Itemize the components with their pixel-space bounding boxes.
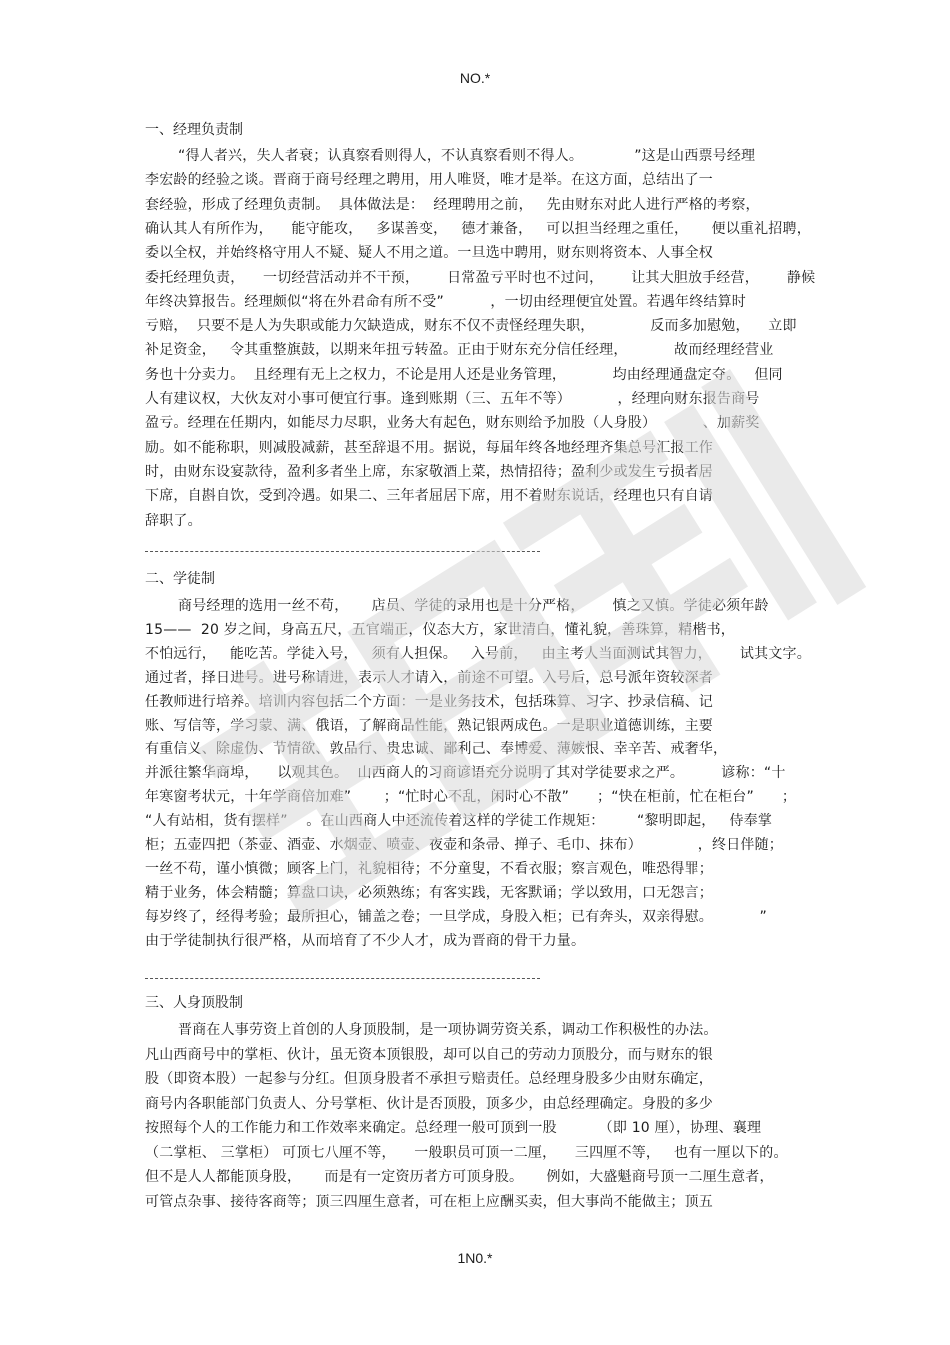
paragraph-line: 股（即资本股）一起参与分红。但顶身股者不承担亏赔责任。总经理身股多少由财东确定， (145, 1071, 713, 1087)
paragraph-line: 晋商在人事劳资上首创的人身顶股制，是一项协调劳资关系，调动工作积极性的办法。 (178, 1022, 718, 1038)
paragraph-line: 一丝不苟，谨小慎微；顾客上门，礼貌相待；不分童叟，不看衣服；察言观色，唯恐得罪； (145, 860, 713, 877)
paragraph-line: 人有建议权，大伙友对小事可便宜行事。逢到账期（三、五年不等） ，经理向财东报告商号 (145, 391, 760, 407)
paragraph-line: 李宏龄的经验之谈。晋商于商号经理之聘用，用人唯贤，唯才是举。在这方面，总结出了一 (145, 172, 713, 189)
paragraph-line: 亏赔， 只要不是人为失职或能力欠缺造成，财东不仅不责怪经理失职， 反而多加慰勉， 立即 (145, 318, 797, 335)
page-header-number: NO.* (459, 70, 491, 86)
paragraph-line: 商号经理的选用一丝不苟， 店员、学徒的录用也是十分严格， 慎之又慎。学徒必须年龄 (178, 598, 769, 614)
paragraph-line: 委以全权，并始终格守用人不疑、疑人不用之道。一旦选中聘用，财东则将资本、人事全权 (145, 245, 713, 262)
paragraph-line: 盈亏。经理在任期内，如能尽力尽职，业务大有起色，财东则给予加股（人身股） 、加薪奖 (145, 415, 760, 432)
paragraph-line: 按照每个人的工作能力和工作效率来确定。总经理一般可顶到一股 （即 10 厘），协理、襄理 (145, 1120, 762, 1136)
paragraph-line: 励。如不能称职，则减股减薪，甚至辞退不用。据说，每届年终各地经理齐集总号汇报工作 (145, 439, 713, 456)
paragraph-line: 不怕远行， 能吃苦。学徒入号， 须有人担保。 入号前， 由主考人当面测试其智力， 试其文字。 (145, 645, 811, 662)
paragraph-line: 账、写信等，学习蒙、满、俄语，了解商品性能，熟记银两成色。一是职业道德训练，主要 (145, 717, 713, 734)
paragraph-line: 柜；五壶四把（茶壶、酒壶、水烟壶、喷壶、夜壶和条帚、掸子、毛巾、抹布） ，终日伴随； (145, 837, 783, 853)
paragraph-line: 有重信义、除虚伪、节情欲、敦品行、贵忠诚、鄙利己、奉博爱、薄嫉恨、幸辛苦、戒奢华， (145, 741, 728, 758)
paragraph-line: 委托经理负责， 一切经营活动并不干预， 日常盈亏平时也不过问， 让其大胆放手经营， 静候 (145, 269, 816, 286)
paragraph-line: 下席，自斟自饮，受到冷遇。如果二、三年者屈居下席，用不着财东说话，经理也只有自请 (145, 488, 713, 505)
paragraph-line: 15—— 20 岁之间，身高五尺，五官端正，仪态大方，家世清白，懂礼貌，善珠算，精楷书， (145, 621, 735, 638)
paragraph-line: 凡山西商号中的掌柜、伙计，虽无资本顶银股，却可以自己的劳动力顶股分，而与财东的银 (145, 1046, 713, 1063)
section-title: 二、学徒制 (145, 571, 215, 587)
paragraph-line: 辞职了。 (145, 512, 202, 529)
paragraph-line: 由于学徒制执行很严格，从而培育了不少人才，成为晋商的骨干力量。 (145, 932, 586, 949)
paragraph-line: 但不是人人都能顶身股， 而是有一定资历者方可顶身股。 例如，大盛魁商号顶一二厘生意者， (145, 1169, 774, 1185)
paragraph-line: 套经验，形成了经理负责制。 具体做法是： 经理聘用之前， 先由财东对此人进行严格的考察， (145, 196, 760, 213)
paragraph-line: 年终决算报告。经理颇似“将在外君命有所不受” ，一切由经理便宜处置。若遇年终结算时 (145, 293, 747, 310)
paragraph-line: 年寒窗考状元，十年学商倍加难” ；“忙时心不乱，闲时心不散” ；“快在柜前，忙在柜台” ； (145, 789, 797, 806)
section-divider (145, 978, 540, 979)
paragraph-line: “人有站相，货有摆样” 。在山西商人中还流传着这样的学徒工作规矩： “黎明即起， 侍奉掌 (145, 813, 773, 830)
paragraph-line: 确认其人有所作为， 能守能攻， 多谋善变， 德才兼备， 可以担当经理之重任， 便以重礼招聘， (145, 220, 811, 237)
paragraph-line: “得人者兴，失人者衰；认真察看则得人，不认真察看则不得人。 ”这是山西票号经理 (178, 148, 756, 164)
paragraph-line: 补足资金， 令其重整旗鼓，以期来年扭亏转盈。正由于财东充分信任经理， 故而经理经营业 (145, 342, 774, 359)
paragraph-line: 任教师进行培养。培训内容包括二个方面：一是业务技术，包括珠算、习字、抄录信稿、记 (145, 693, 713, 710)
paragraph-line: 可管点杂事、接待客商等；顶三四厘生意者，可在柜上应酬买卖，但大事尚不能做主；顶五 (145, 1193, 713, 1210)
paragraph-line: 商号内各职能部门负责人、分号掌柜、伙计是否顶股，顶多少，由总经理确定。身股的多少 (145, 1095, 713, 1112)
paragraph-line: 每岁终了，经得考验；最所担心，铺盖之卷；一旦学成，身股入柜；已有奔头，双亲得慰。 ” (145, 908, 767, 925)
paragraph-line: 务也十分卖力。 且经理有无上之权力，不论是用人还是业务管理， 均由经理通盘定夺。 但同 (145, 366, 783, 383)
section-divider (145, 551, 540, 552)
paragraph-line: 并派往繁华商埠， 以观其色。 山西商人的习商谚语充分说明了其对学徒要求之严。 谚称：“十 (145, 765, 786, 782)
section-title: 一、经理负责制 (145, 122, 243, 138)
section-title: 三、人身顶股制 (145, 995, 243, 1011)
paragraph-line: 时，由财东设宴款待，盈利多者坐上席，东家敬酒上菜，热情招待；盈利少或发生亏损者居 (145, 463, 713, 480)
page-footer-number: 1N0.* (457, 1250, 493, 1266)
paragraph-line: 通过者，择日进号。进号称请进，表示人才请入，前途不可望。入号后，总号派年资较深者 (145, 669, 713, 686)
paragraph-line: （二掌柜、 三掌柜） 可顶七八厘不等， 一般职员可顶一二厘， 三四厘不等， 也有一厘以下的。 (145, 1144, 788, 1161)
paragraph-line: 精于业务，体会精髓；算盘口诀，必须熟练；有客实践，无客默诵；学以致用，口无怨言； (145, 884, 713, 901)
